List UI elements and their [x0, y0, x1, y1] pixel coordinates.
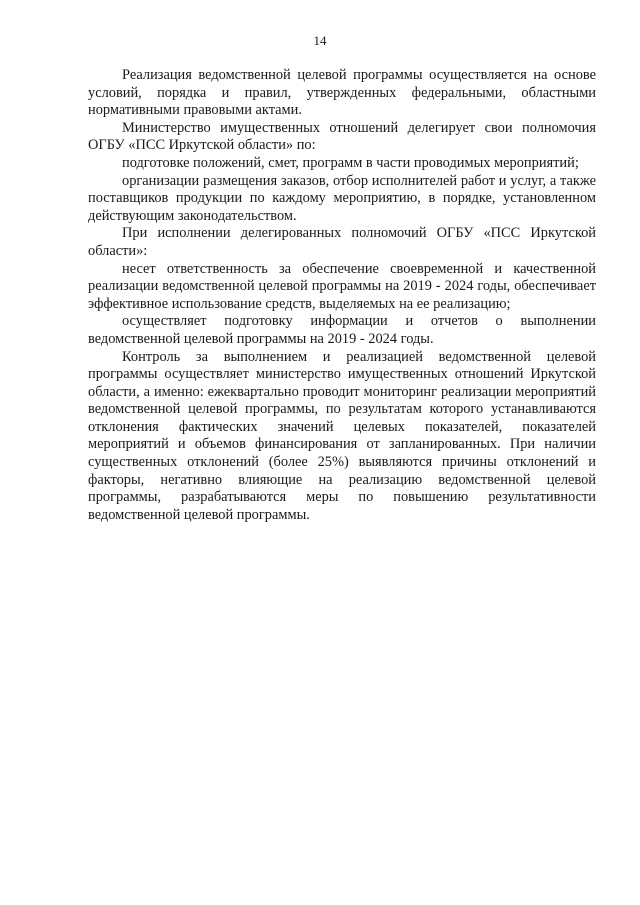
paragraph-delegation-item-orders: организации размещения заказов, отбор исполнителей работ и услуг, а также поставщиков продукции по каждому мероприятию, в порядке, установленном действующим законодательством.	[88, 172, 596, 224]
document-body	[88, 67, 596, 524]
paragraph-execution-item-reporting: осуществляет подготовку информации и отчетов о выполнении ведомственной целевой программы на 2019 - 2024 годы.	[88, 313, 596, 347]
page-number: 14	[313, 33, 327, 48]
paragraph-execution-item-responsibility: несет ответственность за обеспечение своевременной и качественной реализации ведомственной целевой программы на 2019 - 2024 годы, обеспечивает эффективное использование средств, выделяемых на ее реализацию;	[88, 260, 596, 312]
paragraph-delegation-item-preparation: подготовке положений, смет, программ в части проводимых мероприятий;	[122, 154, 579, 171]
paragraph-execution-intro: При исполнении делегированных полномочий ОГБУ «ПСС Иркутской области»:	[88, 225, 596, 259]
paragraph-delegation-intro: Министерство имущественных отношений делегирует свои полномочия ОГБУ «ПСС Иркутской области» по:	[88, 119, 596, 154]
paragraph-program-implementation: Реализация ведомственной целевой программы осуществляется на основе условий, порядка и правил, утвержденных федеральными, областными нормативными правовыми актами.	[88, 67, 596, 119]
paragraph-control-monitoring: Контроль за выполнением и реализацией ведомственной целевой программы осуществляет министерство имущественных отношений Иркутской области, а именно: ежеквартально проводит мониторинг реализации мероприятий ведомственной целевой программы, по результатам которого устанавливаются отклонения фактических значений целевых показателей, показателей мероприятий и объемов финансирования от запланированных. При наличии существенных отклонений (более 25%) выявляются причины отклонений и факторы, негативно влияющие на реализацию ведомственной целевой программы, разрабатываются меры по повышению результативности ведомственной целевой программы.	[88, 348, 596, 523]
